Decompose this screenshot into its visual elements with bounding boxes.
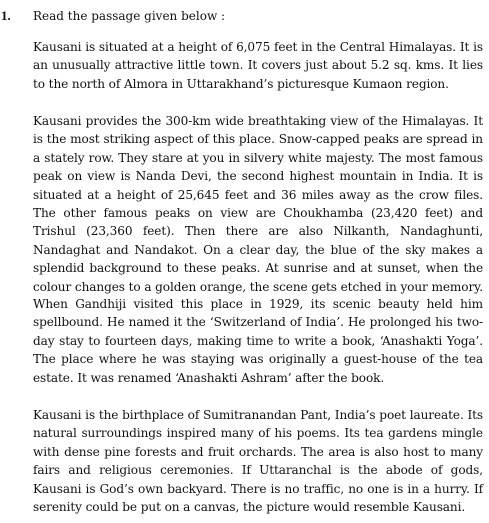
question-number: 1. — [1, 8, 11, 23]
passage-paragraph-3: When Gandhiji visited this place in 1929, its scenic beauty held him spellbound. He named it the ‘Switzerland of India’. He prolonged his two-day stay to fourteen days, making time to write a book, ‘Anashakti Yoga’. The place where he was staying was originally a guest-house of the tea estate. It was renamed ‘Anashakti Ashram’ after the book. — [33, 297, 483, 385]
passage-paragraph-2: Kausani provides the 300-km wide breathtaking view of the Himalayas. It is the most striking aspect of this place. Snow-capped peaks are spread in a stately row. They stare at you in silvery white majesty. The most famous peak on view is Nanda Devi, the second highest mountain in India. It is situated at a height of 25,645 feet and 36 miles away as the crow files. The other famous peaks on view are Choukhamba (23,420 feet) and Trishul (23,360 feet). Then there are also Nilkanth, Nandaghunti, Nandaghat and Nandakot. On a clear day, the blue of the sky makes a splendid background to these peaks. At sunrise and at sunset, when the colour changes to a golden orange, the scene gets etched in your memory. — [33, 114, 484, 294]
passage-paragraph-1: Kausani is situated at a height of 6,075 feet in the Central Himalayas. It is an unusually attractive little town. It covers just about 5.2 sq. kms. It lies to the north of Almora in Uttarakhand’s picturesque Kumaon region. — [33, 40, 483, 91]
passage-paragraph-4: Kausani is the birthplace of Sumitranandan Pant, India’s poet laureate. Its natural surroundings inspired many of his poems. Its tea gardens mingle with dense pine forests and fruit orchards. The area is also host to many fairs and religious ceremonies. If Uttaranchal is the abode of gods, Kausani is God’s own backyard. There is no traffic, no one is in a hurry. If serenity could be put on a canvas, the picture would resemble Kausani. — [33, 408, 483, 515]
question-instruction: Read the passage given below : — [33, 9, 226, 23]
